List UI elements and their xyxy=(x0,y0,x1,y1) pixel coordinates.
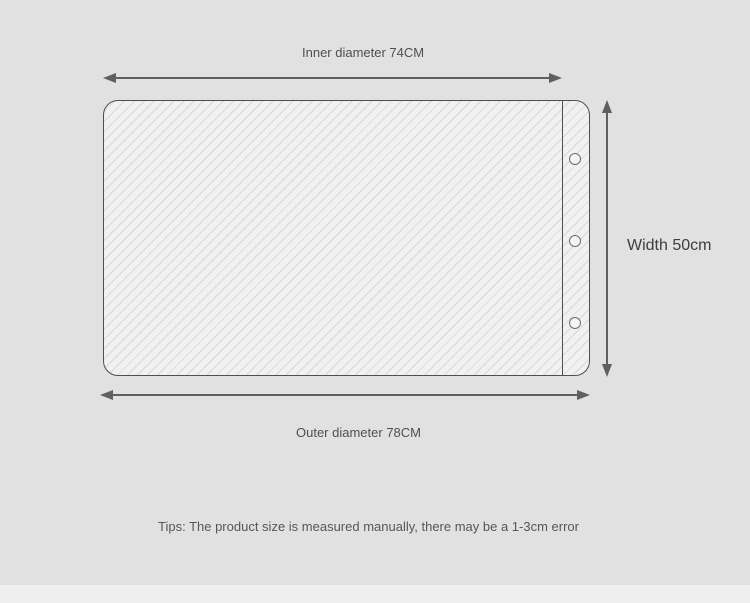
product-outline xyxy=(103,100,590,376)
tips-text: Tips: The product size is measured manually, there may be a 1-3cm error xyxy=(158,519,579,534)
arrowhead-left-icon xyxy=(103,73,116,83)
binding-edge-line xyxy=(562,101,563,375)
width-arrow xyxy=(601,100,613,377)
width-label: Width 50cm xyxy=(627,237,712,254)
outer-diameter-label: Outer diameter 78CM xyxy=(296,425,421,440)
arrowhead-right-icon xyxy=(549,73,562,83)
outer-diameter-arrow xyxy=(100,390,590,400)
arrowhead-up-icon xyxy=(602,100,612,113)
page-background-strip xyxy=(0,585,750,603)
dimension-line xyxy=(116,77,549,79)
arrowhead-down-icon xyxy=(602,364,612,377)
dimension-line xyxy=(113,394,577,396)
grommet-hole-3 xyxy=(569,317,581,329)
inner-diameter-label: Inner diameter 74CM xyxy=(302,45,425,60)
grommet-hole-1 xyxy=(569,153,581,165)
dimension-line xyxy=(606,113,608,364)
grommet-hole-2 xyxy=(569,235,581,247)
arrowhead-left-icon xyxy=(100,390,113,400)
arrowhead-right-icon xyxy=(577,390,590,400)
inner-diameter-arrow xyxy=(103,73,562,83)
